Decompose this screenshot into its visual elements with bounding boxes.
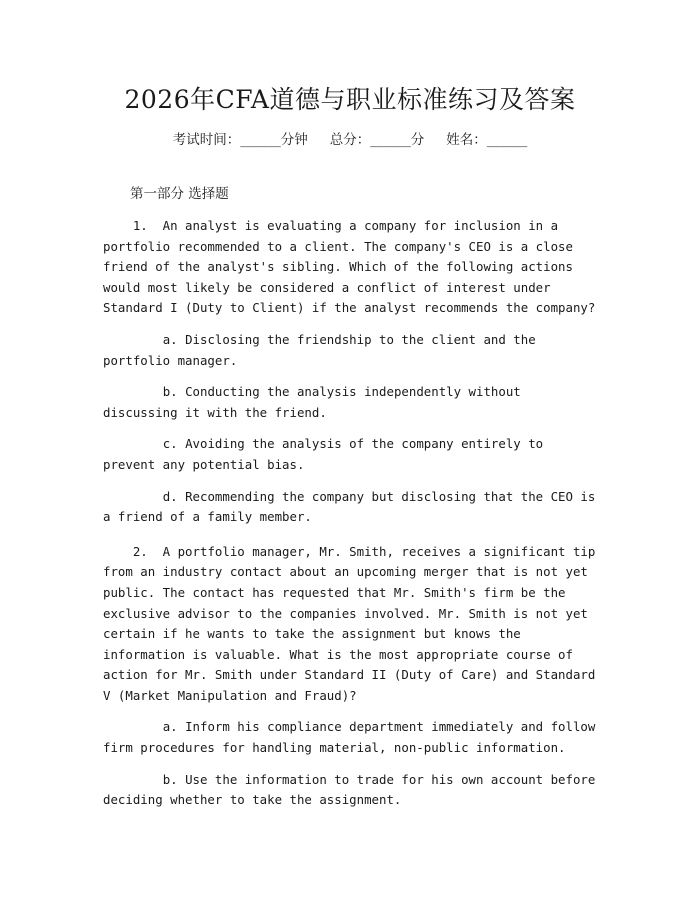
question-1-option-d: d. Recommending the company but disclosing that the CEO is a friend of a family member. (103, 488, 603, 525)
question-2 (103, 542, 603, 811)
page-title: 2026年CFA道德与职业标准练习及答案 (124, 85, 576, 114)
question-1-option-b: b. Conducting the analysis independently without discussing it with the friend. (103, 384, 529, 420)
question-2-option-b: b. Use the information to trade for his own account before deciding whether to take the assignment. (103, 771, 603, 808)
question-1 (103, 216, 603, 528)
name-label: 姓名：______ (446, 132, 528, 148)
exam-time-label: 考试时间：______分钟 (172, 132, 308, 148)
total-score-label: 总分：______分 (329, 132, 425, 148)
question-2-option-a: a. Inform his compliance department immediately and follow firm procedures for handling material, non-public information. (103, 719, 603, 756)
question-1-option-c: c. Avoiding the analysis of the company entirely to prevent any potential bias. (103, 436, 551, 472)
question-1-option-a: a. Disclosing the friendship to the client and the portfolio manager. (103, 331, 544, 368)
section-heading: 第一部分 选择题 (130, 186, 229, 202)
question-2-text: 2. A portfolio manager, Mr. Smith, receives a significant tip from an industry contact about an upcoming merger that is not yet public. The contact has requested that Mr. Smith's firm be the exclusive advisor to the companies involved. Mr. Smith is not yet certain if he wants to take the assignment but knows the information is valuable. What is the most appropriate course of action for Mr. Smith under Standard II (Duty of Care) and Standard V (Market Manipulation and Fraud)? (103, 543, 603, 703)
question-1-text: 1. An analyst is evaluating a company for inclusion in a portfolio recommended to a client. The company's CEO is a close friend of the analyst's sibling. Which of the following actions would most likely be considered a conflict of interest under Standard I (Duty to Client) if the analyst recommends the company? (103, 218, 596, 316)
exam-meta (103, 130, 597, 150)
